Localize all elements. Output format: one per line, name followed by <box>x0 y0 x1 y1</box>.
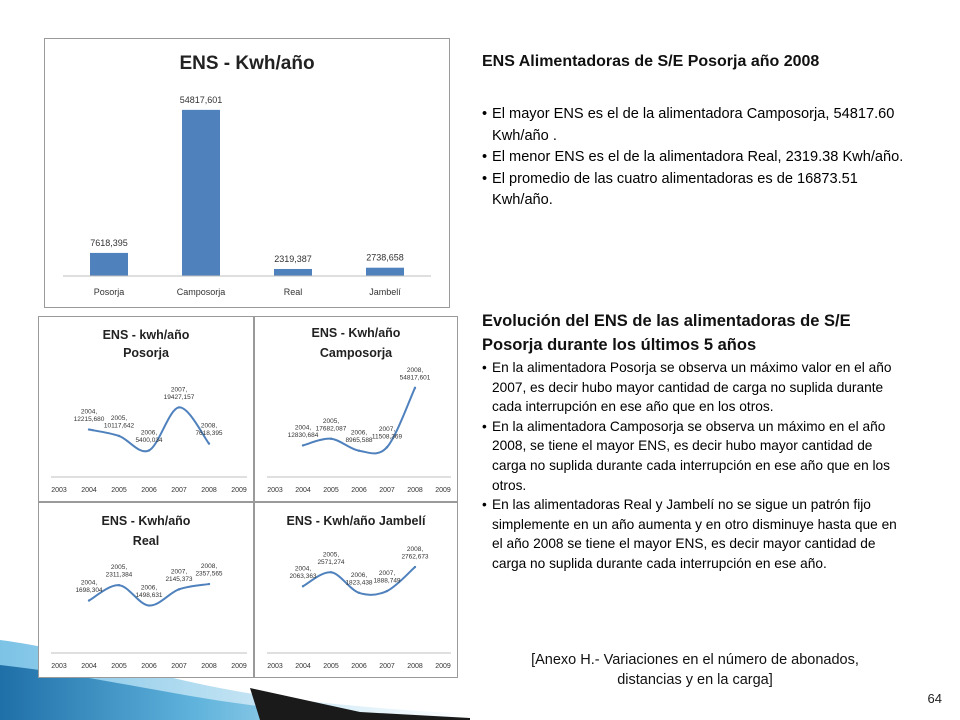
x-tick-label: 2009 <box>231 663 247 670</box>
x-tick-label: 2004 <box>295 487 311 494</box>
x-tick-label: 2003 <box>51 663 67 670</box>
bar-data-label: 54817,601 <box>179 94 223 105</box>
point-data-label: 2008, 7618,395 <box>195 422 223 438</box>
chart-subtitle: Camposorja <box>319 346 393 360</box>
point-data-label: 2007, 1888,749 <box>373 570 401 585</box>
x-tick-label: 2007 <box>379 663 395 670</box>
annex-caption: [Anexo H.- Variaciones en el número de abonados, distancias y en la carga] <box>531 652 859 688</box>
bar-chart-svg <box>45 39 449 307</box>
x-tick-label: 2004 <box>295 663 311 670</box>
x-tick-label: 2009 <box>435 663 451 670</box>
page-number: 64 <box>927 691 942 706</box>
x-tick-label: 2005 <box>111 487 127 494</box>
x-tick-label: 2005 <box>111 663 127 670</box>
x-tick-label: Real <box>283 287 303 297</box>
evolution-bullet-item: • En la alimentadora Posorja se observa un máximo valor en el año 2007, es decir hubo mayor cantidad de carga no suplida durante cada interrupción en ese año que en los otros. <box>482 358 900 417</box>
data-point <box>414 387 416 389</box>
point-data-label: 2006, 1498,631 <box>135 584 163 600</box>
point-data-label: 2005, 2311,384 <box>105 564 133 579</box>
point-data-label: 2007, 11508,369 <box>371 426 403 441</box>
x-tick-label: 2008 <box>201 487 217 494</box>
bar <box>366 268 404 276</box>
x-tick-label: 2007 <box>171 487 187 494</box>
x-tick-label: 2007 <box>171 663 187 670</box>
bar-chart-ens <box>44 38 450 308</box>
section-heading-ens-2008: ENS Alimentadoras de S/E Posorja año 2008 <box>482 53 820 70</box>
bar-data-label: 2738,658 <box>366 252 404 263</box>
data-point <box>330 571 332 573</box>
x-tick-label: 2005 <box>323 663 339 670</box>
line-chart-posorja-svg <box>39 317 253 501</box>
point-data-label: 2006, 8965,588 <box>345 429 373 445</box>
line-chart-real <box>38 502 254 678</box>
x-tick-label: 2009 <box>231 487 247 494</box>
x-tick-label: 2005 <box>323 487 339 494</box>
x-tick-label: 2004 <box>81 663 97 670</box>
data-point <box>386 446 388 448</box>
point-data-label: 2007, 2145,373 <box>165 568 193 583</box>
x-tick-label: 2008 <box>407 663 423 670</box>
point-data-label: 2006, 5400,034 <box>135 429 163 444</box>
point-data-label: 2008, 2357,565 <box>195 563 223 578</box>
data-point <box>178 588 180 590</box>
x-tick-label: 2009 <box>435 487 451 494</box>
bar-data-label: 2319,387 <box>274 253 312 264</box>
x-tick-label: 2006 <box>351 663 367 670</box>
point-data-label: 2005, 2571,274 <box>317 551 345 566</box>
data-point <box>208 442 210 444</box>
x-tick-label: 2003 <box>267 663 283 670</box>
x-tick-label: Jambelí <box>369 287 401 297</box>
bar <box>182 110 220 276</box>
data-point <box>118 584 120 586</box>
x-tick-label: 2003 <box>51 487 67 494</box>
chart-title: ENS - Kwh/año <box>311 326 401 340</box>
x-tick-label: 2004 <box>81 487 97 494</box>
line-chart-camposorja-svg <box>255 317 457 501</box>
data-point <box>302 585 304 587</box>
point-data-label: 2008, 2762,673 <box>401 546 429 561</box>
line-chart-posorja <box>38 316 254 502</box>
data-point <box>386 590 388 592</box>
data-point <box>178 406 180 408</box>
point-data-label: 2004, 2063,363 <box>289 565 317 580</box>
evolution-bullet-item: • En las alimentadoras Real y Jambelí no se sigue un patrón fijo simplemente en un año aumenta y en otro disminuye hasta que en el año 2008 se tiene el mayor ENS, es decir mayor cantidad de carga no suplida durante cada interrupción en ese año. <box>482 495 900 573</box>
chart-title: ENS - kwh/año <box>102 328 190 342</box>
data-point <box>302 444 304 446</box>
data-point <box>88 428 90 430</box>
data-point <box>148 449 150 451</box>
section-heading-evolution: Evolución del ENS de las alimentadoras de S/E Posorja durante los últimos 5 años <box>482 312 851 354</box>
point-data-label: 2004, 12215,680 <box>73 408 105 424</box>
data-point <box>118 435 120 437</box>
x-tick-label: 2006 <box>351 487 367 494</box>
chart-subtitle: Real <box>132 534 160 548</box>
data-point <box>358 450 360 452</box>
x-tick-label: Camposorja <box>176 287 226 297</box>
x-tick-label: 2008 <box>201 663 217 670</box>
evolution-bullet-list <box>482 358 900 574</box>
x-tick-label: 2006 <box>141 663 157 670</box>
evolution-bullet-item: • En la alimentadora Camposorja se observa un máximo en el año 2008, se tiene el mayor ENS, es decir hubo mayor cantidad de carga no suplida durante cada interrupción en ese año que en los otros. <box>482 417 900 495</box>
data-point <box>358 592 360 594</box>
x-tick-label: 2003 <box>267 487 283 494</box>
x-tick-label: Posorja <box>93 287 125 297</box>
chart-title: ENS - Kwh/año <box>101 514 191 528</box>
summary-bullet-item: • El menor ENS es el de la alimentadora Real, 2319.38 Kwh/año. <box>482 147 912 169</box>
summary-bullet-item: • El promedio de las cuatro alimentadoras es de 16873.51 Kwh/año. <box>482 169 912 212</box>
summary-bullet-item: • El mayor ENS es el de la alimentadora Camposorja, 54817.60 Kwh/año . <box>482 104 912 147</box>
line-chart-camposorja <box>254 316 458 502</box>
summary-bullet-list <box>482 104 912 212</box>
data-point <box>414 566 416 568</box>
point-data-label: 2005, 10117,642 <box>103 414 135 430</box>
point-data-label: 2008, 54817,601 <box>399 366 431 382</box>
point-data-label: 2007, 19427,157 <box>163 386 195 401</box>
data-point <box>88 599 90 601</box>
bar <box>90 253 128 276</box>
point-data-label: 2006, 1823,438 <box>345 571 373 587</box>
x-tick-label: 2007 <box>379 487 395 494</box>
data-point <box>148 604 150 606</box>
line-chart-jambeli-svg <box>255 503 457 677</box>
line-chart-real-svg <box>39 503 253 677</box>
point-data-label: 2004, 1698,304 <box>75 579 103 595</box>
line-chart-jambeli <box>254 502 458 678</box>
point-data-label: 2005, 17682,087 <box>315 417 347 433</box>
x-tick-label: 2006 <box>141 487 157 494</box>
data-point <box>208 583 210 585</box>
bar <box>274 269 312 276</box>
x-tick-label: 2008 <box>407 487 423 494</box>
bar-data-label: 7618,395 <box>90 237 128 248</box>
chart-subtitle: Posorja <box>123 346 169 360</box>
data-point <box>330 438 332 440</box>
point-data-label: 2004, 12830,684 <box>287 424 319 439</box>
chart-title: ENS - Kwh/año <box>179 53 315 74</box>
chart-title: ENS - Kwh/año Jambelí <box>286 514 426 528</box>
